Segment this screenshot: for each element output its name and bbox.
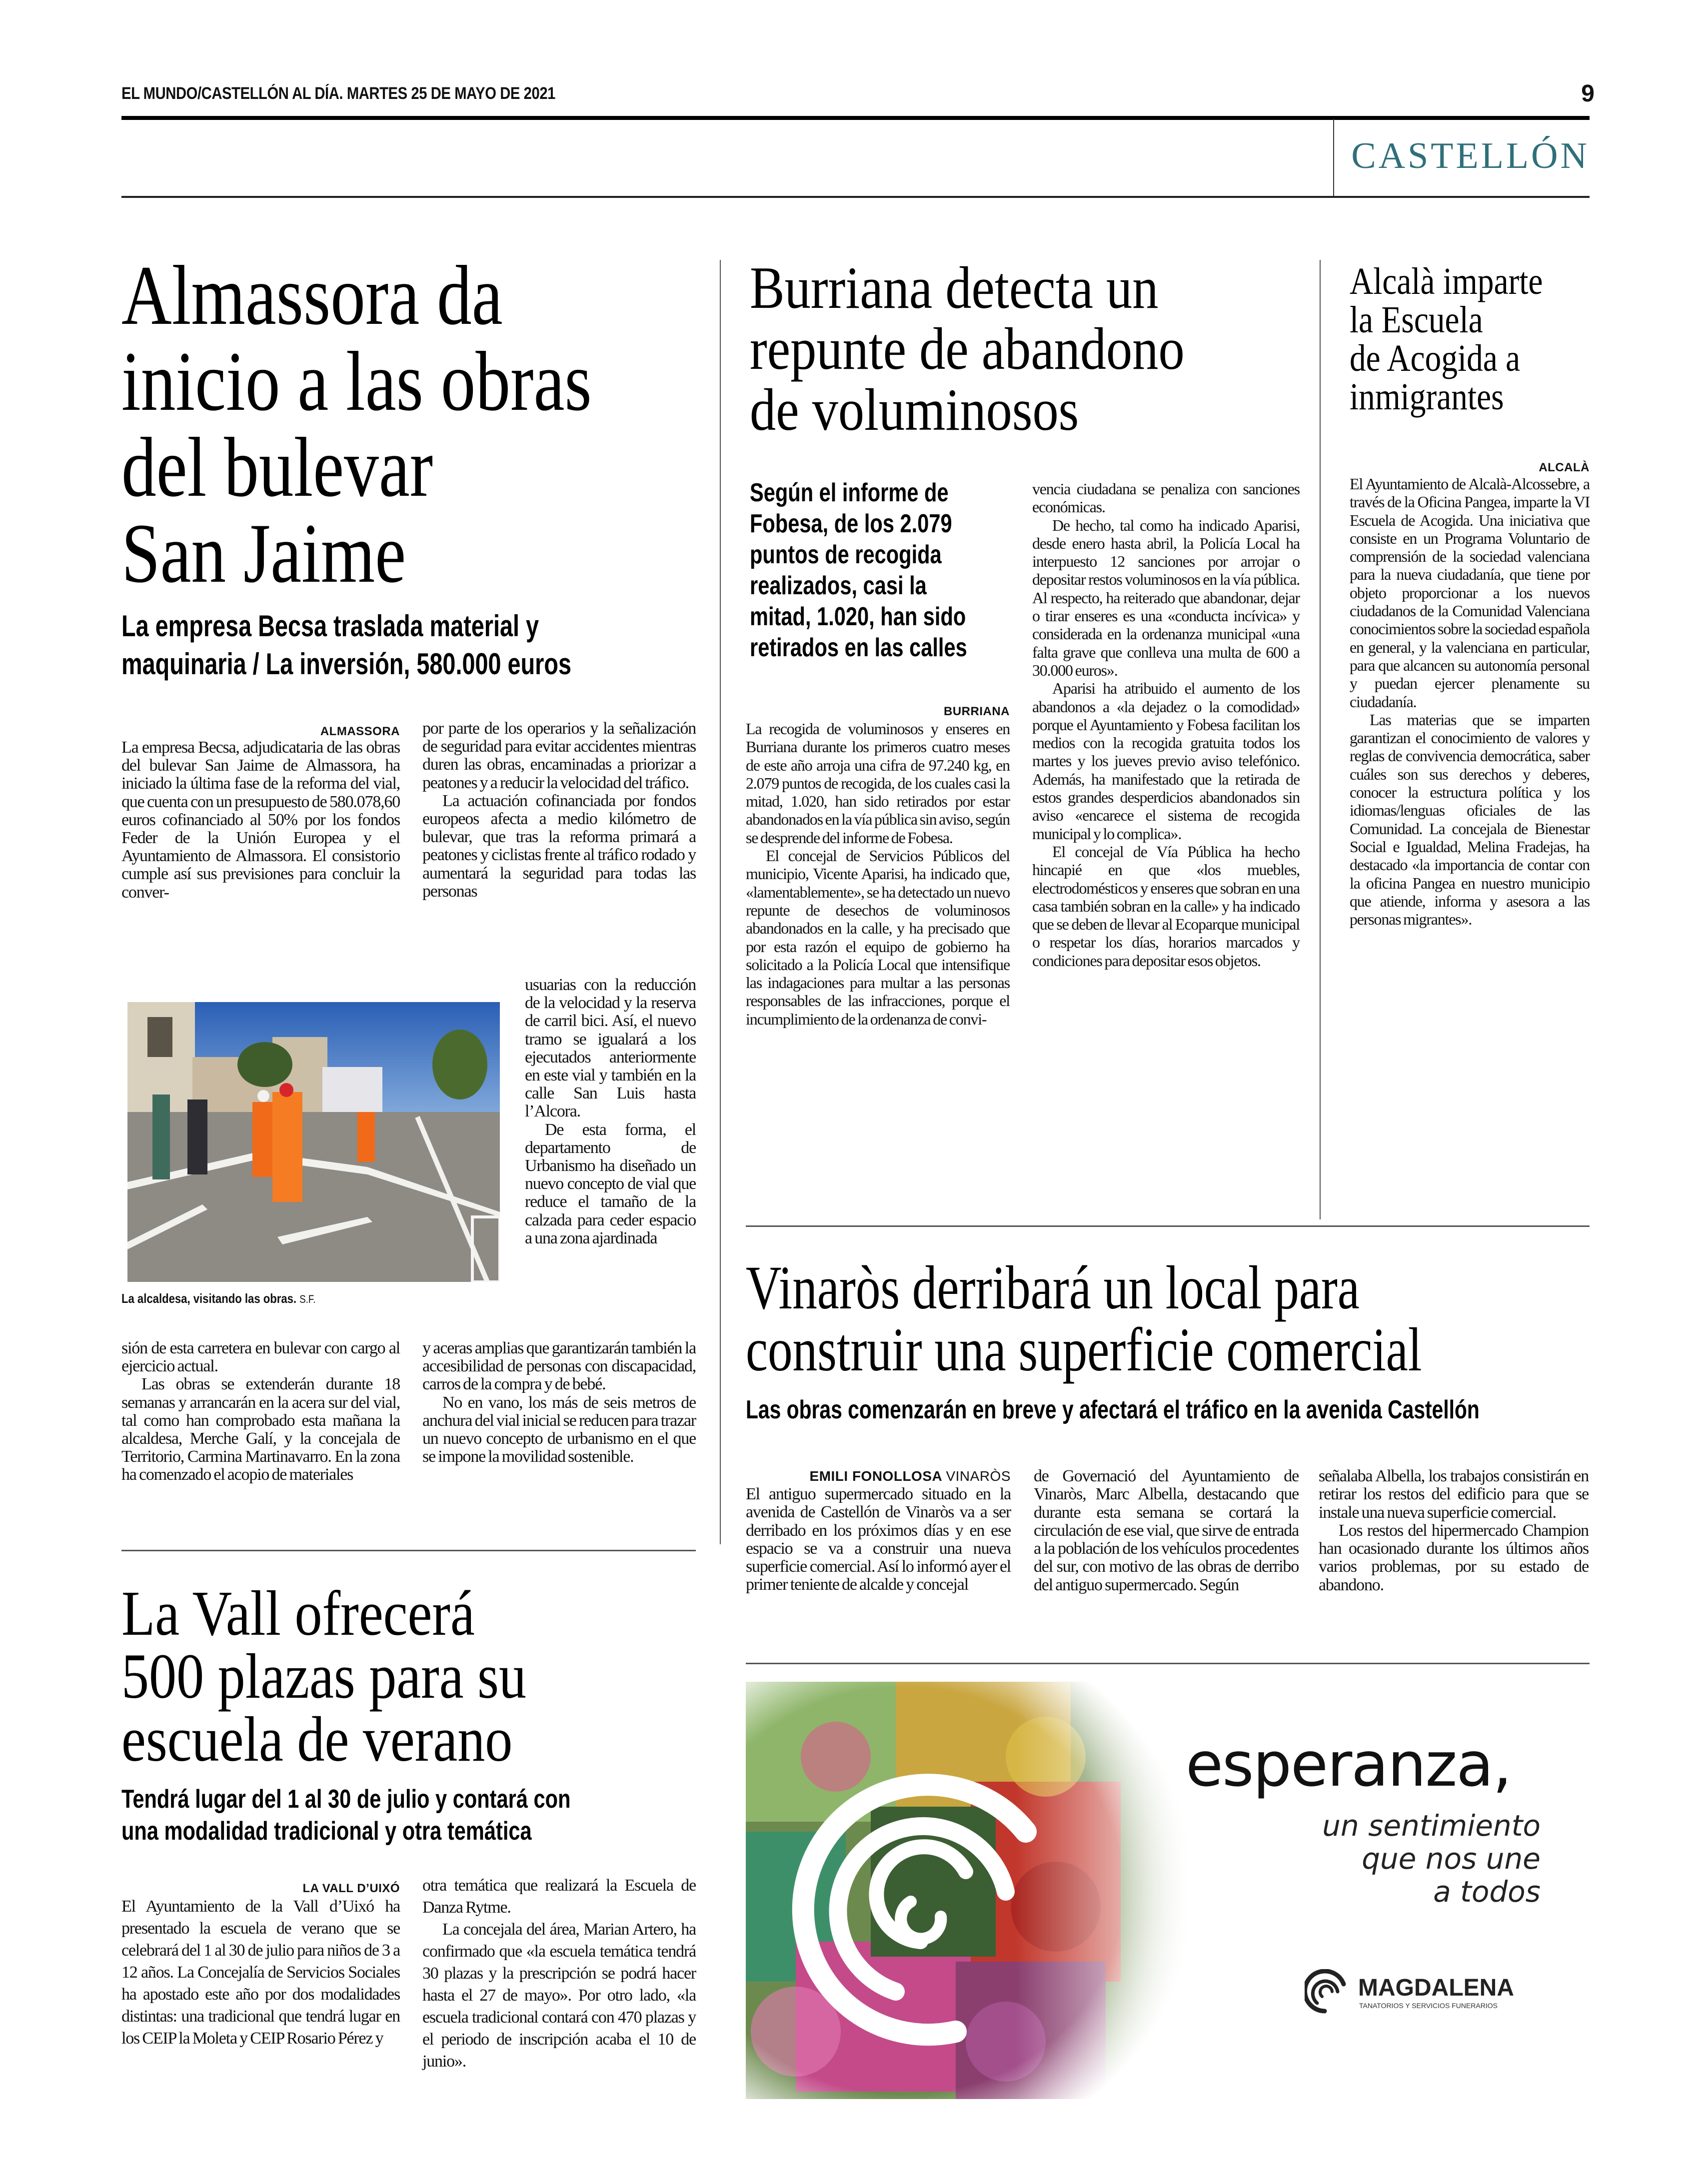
paragraph: La recogida de voluminosos y enseres en Burriana durante los primeros cuatro meses de este año arroja una cifra de 97.240 kg, en 2.079 puntos de recogida, de los cuales casi la mitad, 1.020, han sido retirados por estar abandonados en la vía pública sin aviso, según se desprende del informe de Fobesa. [746,720,1010,847]
headline-line: Almassora da [121,248,503,342]
section-divider [1333,119,1334,197]
page-number: 9 [1581,80,1595,107]
paragraph: La actuación cofinanciada por fondos europeos afecta a medio kilómetro de bulevar, que tras la reforma primará a peatones y ciclistas frente al tráfico rodado y aumentará la seguridad para todas las personas [422,791,696,901]
summary-line: mitad, 1.020, han sido [750,602,966,631]
section-title: CASTELLÓN [1351,135,1590,176]
body-column [746,720,1010,1028]
article-photo [127,1002,500,1282]
headline-line: 500 plazas para su [121,1641,527,1712]
paragraph: señalaba Albella, los trabajos consistirán en retirar los restos del edificio para que se instale una nueva superficie comercial. [1319,1467,1589,1522]
body-column-wrap [525,976,696,1247]
deck: Las obras comenzarán en breve y afectará el tráfico en la avenida Castellón [746,1395,1480,1424]
deck-line: Tendrá lugar del 1 al 30 de julio y contará con [121,1785,571,1814]
paragraph: No en vano, los más de seis metros de anchura del vial inicial se reducen para trazar un nuevo concepto de urbanismo en el que se impone la movilidad sostenible. [422,1393,696,1466]
tagline-line: a todos [1433,1875,1541,1909]
article-divider [746,1663,1590,1664]
dateline: BURRIANA [944,705,1010,718]
paragraph: por parte de los operarios y la señalización de seguridad para evitar accidentes mientras duren las obras, encaminadas a priorizar a peatones y a reducir la velocidad del tráfico. [422,719,696,792]
paragraph: La concejala del área, Marian Artero, ha confirmado que «la escuela temática tendrá 30 plazas y la prescripción se podrá hacer hasta el 27 de mayo». Por otro lado, «la escuela tradicional contará con 470 plazas y el periodo de inscripción acaba el 10 de junio». [422,1920,696,2071]
body-column [422,1875,696,2073]
byline [746,1468,1011,1484]
deck-line: maquinaria / La inversión, 580.000 euros [121,647,571,681]
street-works-photo [127,1002,500,1282]
ad-headline: esperanza, [1186,1729,1511,1800]
headline [750,254,1185,443]
headline-line: La Vall ofrecerá [121,1578,475,1649]
paragraph: sión de esta carretera en bulevar con cargo al ejercicio actual. [121,1339,400,1376]
deck-line: La empresa Becsa traslada material y [121,609,539,643]
paragraph: Aparisi ha atribuido el aumento de los abandonos a «la dejadez o la comodidad» porque el Ayuntamiento y Fobesa facilitan los medios con la recogida gratuita todos los martes y los jueves previo aviso telefónico. Además, ha manifestado que la retirada de estos grandes desperdicios abandonados sin aviso «encarece el sistema de recogida municipal y lo complica». [1032,679,1300,843]
headline-line: San Jaime [121,506,406,600]
headline-line: de Acogida a [1350,337,1521,379]
paragraph: vencia ciudadana se penaliza con sanciones económicas. [1032,480,1300,516]
paragraph: de Governació del Ayuntamiento de Vinaròs, Marc Albella, destacando que durante esta semana se cortará la circulación de ese vial, que sirve de entrada a la población de los vehículos procedentes del sur, con motivo de las obras de derribo del antiguo supermercado. Según [1034,1467,1299,1594]
body-column [746,1485,1011,1594]
dateline: LA VALL D’UIXÓ [302,1882,400,1895]
body-column [1319,1467,1589,1594]
deck-line: una modalidad tradicional y otra temática [121,1817,532,1846]
paragraph: Las obras se extenderán durante 18 semanas y arrancarán en la acera sur del vial, tal como han comprobado esta mañana la alcaldesa, Merche Galí, y la concejala de Territorio, Carmina Martinavarro. En la zona ha comenzado el acopio de materiales [121,1375,400,1484]
flower-collage-image [746,1682,1196,2099]
body-column [422,1339,696,1466]
summary-line: realizados, casi la [750,571,927,600]
headline-line: repunte de abandono [750,315,1185,382]
brand-name: MAGDALENA [1358,1975,1514,2001]
body-column [1034,1467,1299,1594]
body-column [1032,480,1300,970]
article-divider [121,1550,696,1551]
paragraph: Las materias que se imparten garantizan el conocimiento de valores y reglas de convivencia democrática, saber cuáles son sus derechos y deberes, conocer la estructura política y los idiomas/lenguas oficiales de las Comunidad. La concejala de Bienestar Social e Igualdad, Melina Fradejas, ha destacado «la importancia de contar con la oficina Pangea en nuestro municipio que atiende, informa y asesora a las personas migrantes». [1350,710,1590,929]
paragraph: otra temática que realizará la Escuela de Danza Rytme. [422,1876,696,1917]
article-divider [746,1225,1590,1227]
paragraph: El concejal de Vía Pública ha hecho hincapié en que «los muebles, electrodomésticos y enseres que sobran en una casa también sobran en la calle» y ha indicado que se deben de llevar al Ecoparque municipal o respetar los días, horarios marcados y condiciones para depositar esos objetos. [1032,842,1300,970]
summary-line: retirados en las calles [750,633,967,662]
paragraph: De hecho, tal como ha indicado Aparisi, desde enero hasta abril, la Policía Local ha interpuesto 12 sanciones por arrojar o depositar restos voluminosos en la vía pública. Al respecto, ha reiterado que abandonar, dejar o tirar enseres es una «conducta incívica» y considerada en la ordenanza municipal «una falta grave que conlleva una multa de 600 a 30.000 euros». [1032,516,1300,679]
section-rule [121,196,1590,198]
body-column [1350,475,1590,928]
paragraph: El antiguo supermercado situado en la avenida de Castellón de Vinaròs va a ser derribado en los próximos días y en ese espacio se va a construir una nueva superficie comercial. Así lo informó ayer el primer teniente de alcalde y concejal [746,1485,1011,1594]
advertisement-magdalena [746,1682,1590,2099]
headline-line: de voluminosos [750,376,1079,443]
headline-line: la Escuela [1350,299,1483,341]
brand-tagline: TANATORIOS Y SERVICIOS FUNERARIOS [1359,2002,1498,2010]
byline-place: VINARÒS [946,1468,1011,1484]
headline-line: Burriana detecta un [750,254,1159,321]
body-column [121,739,400,902]
body-column [121,1339,400,1484]
dateline: ALCALÀ [1539,461,1590,474]
paragraph: usuarias con la reducción de la velocidad y la reserva de carril bici. Así, el nuevo tramo se igualará a los ejecutados anteriormente en este vial y también en la calle San Luis hasta l’Alcora. [525,976,696,1121]
byline-author: EMILI FONOLLOSA [809,1468,942,1484]
paragraph: Los restos del hipermercado Champion han ocasionado durante los últimos años varios problemas, por su estado de abandono. [1319,1521,1589,1594]
column-divider [1320,260,1321,1219]
deck [121,607,571,683]
paragraph: El concejal de Servicios Públicos del municipio, Vicente Aparisi, ha indicado que, «lamentablemente», se ha detectado un nuevo repunte de desechos de voluminosos abandonados en la calle, y ha precisado que por esta razón el equipo de gobierno ha solicitado a la Policía Local que intensifique las indagaciones para multar a las personas responsables de las infracciones, porque el incumplimiento de la ordenanza de convi- [746,847,1010,1028]
caption-text: La alcaldesa, visitando las obras. [121,1291,297,1306]
tagline-line: que nos une [1362,1842,1541,1876]
headline [746,1253,1422,1384]
headline [121,248,592,600]
deck [121,1783,571,1847]
headline-line: Alcalà imparte [1350,260,1543,302]
running-head: EL MUNDO/CASTELLÓN AL DÍA. MARTES 25 DE MAYO DE 2021 [121,84,555,103]
headline [121,1578,527,1775]
summary [750,477,967,663]
headline-line: inicio a las obras [121,334,592,428]
body-column [121,1896,400,2050]
paragraph: y aceras amplias que garantizarán también la accesibilidad de personas con discapacidad, carros de la compra y de bebé. [422,1339,696,1394]
paragraph: El Ayuntamiento de la Vall d’Uixó ha presentado la escuela de verano que se celebrará del 1 al 30 de julio para niños de 3 a 12 años. La Concejalía de Servicios Sociales ha apostado este año por dos modalidades distintas: una tradicional que tendrá lugar en los CEIP la Moleta y CEIP Rosario Pérez y [121,1897,400,2048]
paragraph: El Ayuntamiento de Alcalà-Alcossebre, a través de la Oficina Pangea, imparte la VI Escuela de Acogida. Una iniciativa que consiste en un Programa Voluntario de comprensión de la sociedad valenciana para la nueva ciudadanía, que tiene por objeto proporcionar a los nuevos ciudadanos de la Comunidad Valenciana conocimientos sobre la sociedad española en general, y la valenciana en particular, para que alcancen su autonomía personal y puedan ejercer plenamente su ciudadanía. [1350,475,1590,711]
photo-credit: S.F. [299,1293,316,1305]
photo-caption [121,1291,315,1306]
summary-line: puntos de recogida [750,540,942,569]
headline [1350,262,1543,416]
headline-line: del bulevar [121,420,433,514]
headline-line: Vinaròs derribará un local para [746,1253,1360,1322]
summary-line: Según el informe de [750,478,949,507]
header-rule [121,116,1590,120]
magdalena-logo-icon [1305,1969,1350,2014]
ad-tagline [1196,1809,1541,1908]
headline-line: inmigrantes [1350,376,1504,418]
paragraph: La empresa Becsa, adjudicataria de las obras del bulevar San Jaime de Almassora, ha iniciado la última fase de la reforma del vial, que cuenta con un presupuesto de 580.078,60 euros cofinanciado al 50% por los fondos Feder de la Unión Europea y el Ayuntamiento de Almassora. El consistorio cumple así sus previsiones para concluir la conver- [121,738,400,902]
headline-line: construir una superficie comercial [746,1315,1422,1384]
column-divider [720,260,721,1544]
body-column [422,720,696,901]
tagline-line: un sentimiento [1322,1809,1541,1843]
dateline: ALMASSORA [320,725,400,738]
summary-line: Fobesa, de los 2.079 [750,509,952,538]
paragraph: De esta forma, el departamento de Urbanismo ha diseñado un nuevo concepto de vial que reduce el tamaño de la calzada para ceder espacio a una zona ajardinada [525,1120,696,1247]
headline-line: escuela de verano [121,1704,513,1775]
